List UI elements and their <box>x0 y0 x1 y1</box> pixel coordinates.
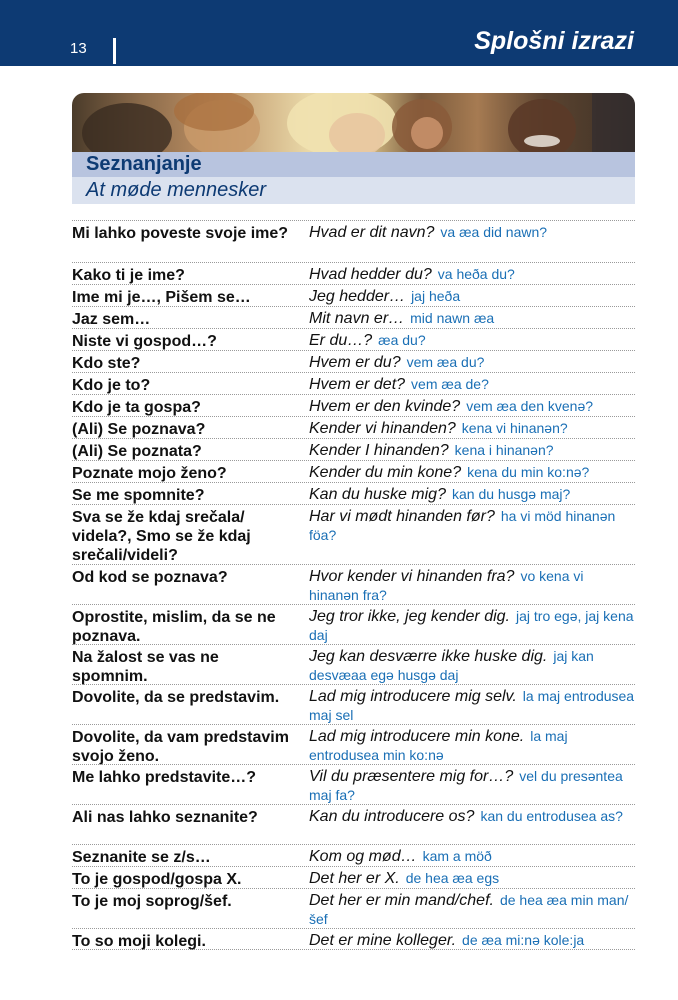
phrase-row <box>72 460 635 482</box>
danish-phrase: Hvem er det? <box>309 376 406 393</box>
slovenian-phrase: Oprostite, mislim, da se ne poznava. <box>72 609 276 645</box>
slovenian-phrase: Ime mi je…, Pišem se… <box>72 289 251 306</box>
slovenian-phrase: Dovolite, da vam predstavim svojo ženo. <box>72 729 289 765</box>
slovenian-phrase: To je moj soprog/šef. <box>72 893 232 910</box>
pronunciation: la maj entrodusea maj sel <box>309 688 635 723</box>
phrase-row <box>72 604 635 644</box>
pronunciation: ha vi möd hinanən föa? <box>309 508 616 543</box>
phrase-row <box>72 564 635 604</box>
section-photo <box>72 93 635 152</box>
slovenian-phrase: Poznate mojo ženo? <box>72 465 227 482</box>
danish-phrase: Det her er X. <box>309 870 400 887</box>
danish-phrase: Jeg hedder… <box>309 288 406 305</box>
pronunciation: mid nawn æa <box>410 310 495 326</box>
phrase-row <box>72 764 635 804</box>
phrase-row <box>72 438 635 460</box>
danish-phrase: Hvad er dit navn? <box>309 224 435 241</box>
pronunciation: æa du? <box>378 332 426 348</box>
section-subtitle: At møde mennesker <box>86 179 267 201</box>
slovenian-phrase: Sva se že kdaj srečala/ videla?, Smo se že kdaj srečali/videli? <box>72 509 251 564</box>
slovenian-phrase: Na žalost se vas ne spomnim. <box>72 649 219 685</box>
slovenian-phrase: Kdo je ta gospa? <box>72 399 201 416</box>
pronunciation: vem æa du? <box>406 354 485 370</box>
pronunciation: de æa mi:nə kole:ja <box>462 932 585 948</box>
danish-translation <box>309 847 635 866</box>
danish-phrase: Kender du min kone? <box>309 464 462 481</box>
pronunciation: kena i hinanən? <box>454 442 554 458</box>
phrase-row <box>72 888 635 928</box>
phrase-row <box>72 350 635 372</box>
header-divider <box>113 38 116 64</box>
danish-phrase: Er du…? <box>309 332 373 349</box>
pronunciation: kan du husgə maj? <box>451 486 571 502</box>
danish-translation <box>309 287 635 306</box>
slovenian-phrase: Kdo je to? <box>72 377 151 394</box>
danish-translation <box>309 331 635 350</box>
slovenian-phrase: Od kod se poznava? <box>72 569 228 586</box>
danish-phrase: Kan du huske mig? <box>309 486 446 503</box>
slovenian-phrase: Dovolite, da se predstavim. <box>72 689 280 706</box>
danish-translation <box>309 869 635 888</box>
pronunciation: de hea æa min man/šef <box>309 892 629 927</box>
chapter-title: Splošni izrazi <box>474 27 634 55</box>
pronunciation: va heða du? <box>437 266 515 282</box>
danish-translation <box>309 727 635 765</box>
danish-translation <box>309 441 635 460</box>
pronunciation: kan du entrodusea as? <box>480 808 623 824</box>
danish-phrase: Kender I hinanden? <box>309 442 449 459</box>
pronunciation: va æa did nawn? <box>440 224 548 240</box>
phrase-row <box>72 284 635 306</box>
danish-translation <box>309 265 635 284</box>
pronunciation: kena vi hinanən? <box>461 420 568 436</box>
danish-phrase: Hvem er du? <box>309 354 401 371</box>
danish-translation <box>309 309 635 328</box>
slovenian-phrase: (Ali) Se poznava? <box>72 421 206 438</box>
pronunciation: vem æa de? <box>411 376 489 392</box>
danish-phrase: Lad mig introducere mig selv. <box>309 688 517 705</box>
danish-translation <box>309 567 635 605</box>
danish-phrase: Mit navn er… <box>309 310 405 327</box>
danish-translation <box>309 223 635 242</box>
phrase-row <box>72 844 635 866</box>
danish-phrase: Kom og mød… <box>309 848 417 865</box>
page-header-bar <box>0 0 678 66</box>
phrase-row <box>72 262 635 284</box>
pronunciation: de hea æa egs <box>405 870 500 886</box>
pronunciation: jaj kan desvæaa egə husgə daj <box>309 648 594 683</box>
danish-translation <box>309 687 635 725</box>
slovenian-phrase: Niste vi gospod…? <box>72 333 217 350</box>
danish-phrase: Jeg kan desværre ikke huske dig. <box>309 648 548 665</box>
danish-phrase: Hvor kender vi hinanden fra? <box>309 568 515 585</box>
danish-translation <box>309 419 635 438</box>
pronunciation: kena du min ko:nə? <box>467 464 590 480</box>
slovenian-phrase: Mi lahko poveste svoje ime? <box>72 225 289 242</box>
slovenian-phrase: (Ali) Se poznata? <box>72 443 202 460</box>
danish-translation <box>309 353 635 372</box>
danish-phrase: Hvem er den kvinde? <box>309 398 461 415</box>
section-title: Seznanjanje <box>86 153 202 175</box>
slovenian-phrase: Seznanite se z/s… <box>72 849 211 866</box>
slovenian-phrase: Kdo ste? <box>72 355 141 372</box>
phrase-row <box>72 866 635 888</box>
danish-phrase: Det er mine kolleger. <box>309 932 457 949</box>
danish-phrase: Vil du præsentere mig for…? <box>309 768 514 785</box>
phrase-row <box>72 684 635 724</box>
danish-translation <box>309 931 635 950</box>
pronunciation: kam a möð <box>422 848 492 864</box>
phrase-row <box>72 220 635 262</box>
slovenian-phrase: Ali nas lahko seznanite? <box>72 809 258 826</box>
pronunciation: vo kena vi hinanən fra? <box>309 568 584 603</box>
slovenian-phrase: Kako ti je ime? <box>72 267 185 284</box>
pronunciation: jaj tro egə, jaj kena daj <box>309 608 634 643</box>
phrase-row <box>72 306 635 328</box>
pronunciation: vem æa den kvenə? <box>466 398 594 414</box>
danish-phrase: Har vi mødt hinanden før? <box>309 508 495 525</box>
danish-translation <box>309 607 635 645</box>
danish-translation <box>309 891 635 929</box>
danish-translation <box>309 463 635 482</box>
danish-translation <box>309 767 635 805</box>
phrase-row <box>72 724 635 764</box>
danish-translation <box>309 485 635 504</box>
phrase-row <box>72 482 635 504</box>
pronunciation: vel du presəntea maj fa? <box>309 768 623 803</box>
danish-phrase: Kan du introducere os? <box>309 808 475 825</box>
section-heading <box>72 152 635 204</box>
phrase-row <box>72 372 635 394</box>
danish-translation <box>309 397 635 416</box>
danish-translation <box>309 375 635 394</box>
phrase-row <box>72 416 635 438</box>
phrase-list <box>72 220 635 950</box>
slovenian-phrase: Se me spomnite? <box>72 487 205 504</box>
phrase-row <box>72 644 635 684</box>
phrase-row <box>72 394 635 416</box>
slovenian-phrase: To so moji kolegi. <box>72 933 206 950</box>
danish-phrase: Lad mig introducere min kone. <box>309 728 525 745</box>
phrase-row <box>72 928 635 950</box>
slovenian-phrase: Jaz sem… <box>72 311 151 328</box>
danish-phrase: Kender vi hinanden? <box>309 420 456 437</box>
pronunciation: jaj heða <box>411 288 461 304</box>
page-number: 13 <box>70 40 87 57</box>
phrase-row <box>72 504 635 564</box>
danish-phrase: Jeg tror ikke, jeg kender dig. <box>309 608 510 625</box>
slovenian-phrase: To je gospod/gospa X. <box>72 871 242 888</box>
danish-translation <box>309 647 635 685</box>
slovenian-phrase: Me lahko predstavite…? <box>72 769 257 786</box>
phrase-row <box>72 328 635 350</box>
phrase-row <box>72 804 635 844</box>
danish-translation <box>309 807 635 826</box>
danish-translation <box>309 507 635 545</box>
pronunciation: la maj entrodusea min ko:nə <box>309 728 568 763</box>
danish-phrase: Det her er min mand/chef. <box>309 892 494 909</box>
danish-phrase: Hvad hedder du? <box>309 266 432 283</box>
